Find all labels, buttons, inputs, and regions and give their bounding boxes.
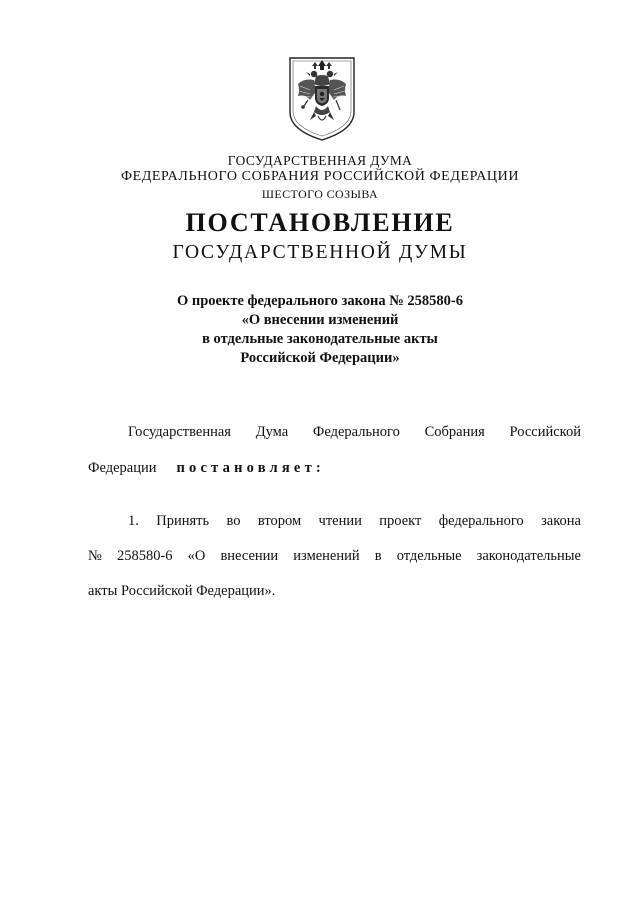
header-line-federal-assembly: ФЕДЕРАЛЬНОГО СОБРАНИЯ РОССИЙСКОЙ ФЕДЕРАЦИИ [120, 169, 520, 184]
coat-of-arms-emblem [286, 54, 358, 142]
word: во [226, 513, 241, 529]
word: втором [257, 513, 302, 529]
word: внесении [220, 548, 279, 564]
word: отдельные [396, 548, 462, 564]
word: 258580-6 [116, 548, 173, 564]
header-line-state-duma: ГОСУДАРСТВЕННАЯ ДУМА [227, 153, 413, 168]
word: федерального [438, 513, 524, 529]
document-issuer: ГОСУДАРСТВЕННОЙ ДУМЫ [172, 242, 468, 263]
document-type-title: ПОСТАНОВЛЕНИЕ [185, 208, 455, 237]
word: проект [379, 513, 422, 529]
word: Российской [509, 424, 581, 440]
word: Федерации [88, 460, 157, 476]
word: Государственная [128, 424, 231, 440]
item-1-line-2 [88, 547, 581, 565]
word: 1. [128, 513, 139, 529]
word: № [88, 548, 102, 564]
item-1-line-1 [128, 512, 581, 530]
subject-line: «О внесении изменений [241, 312, 399, 328]
preamble-line-2 [88, 459, 325, 477]
word: Дума [255, 424, 289, 440]
word: Собрания [424, 424, 485, 440]
word: чтении [318, 513, 362, 529]
word: Федерального [312, 424, 400, 440]
item-1-line-3: акты Российской Федерации». [88, 583, 276, 599]
subject-line: О проекте федерального закона № 258580-6 [176, 293, 464, 309]
preamble-line-1 [128, 423, 581, 441]
decree-word: постановляет: [176, 460, 325, 476]
word: изменений [293, 548, 360, 564]
word: Принять [156, 513, 210, 529]
word: законодательные [476, 548, 581, 564]
subject-line: Российской Федерации» [240, 350, 400, 366]
subject-line: в отдельные законодательные акты [202, 331, 438, 347]
word: «О [187, 548, 206, 564]
word: закона [541, 513, 581, 529]
word: в [374, 548, 382, 564]
header-line-convocation: ШЕСТОГО СОЗЫВА [261, 187, 379, 201]
